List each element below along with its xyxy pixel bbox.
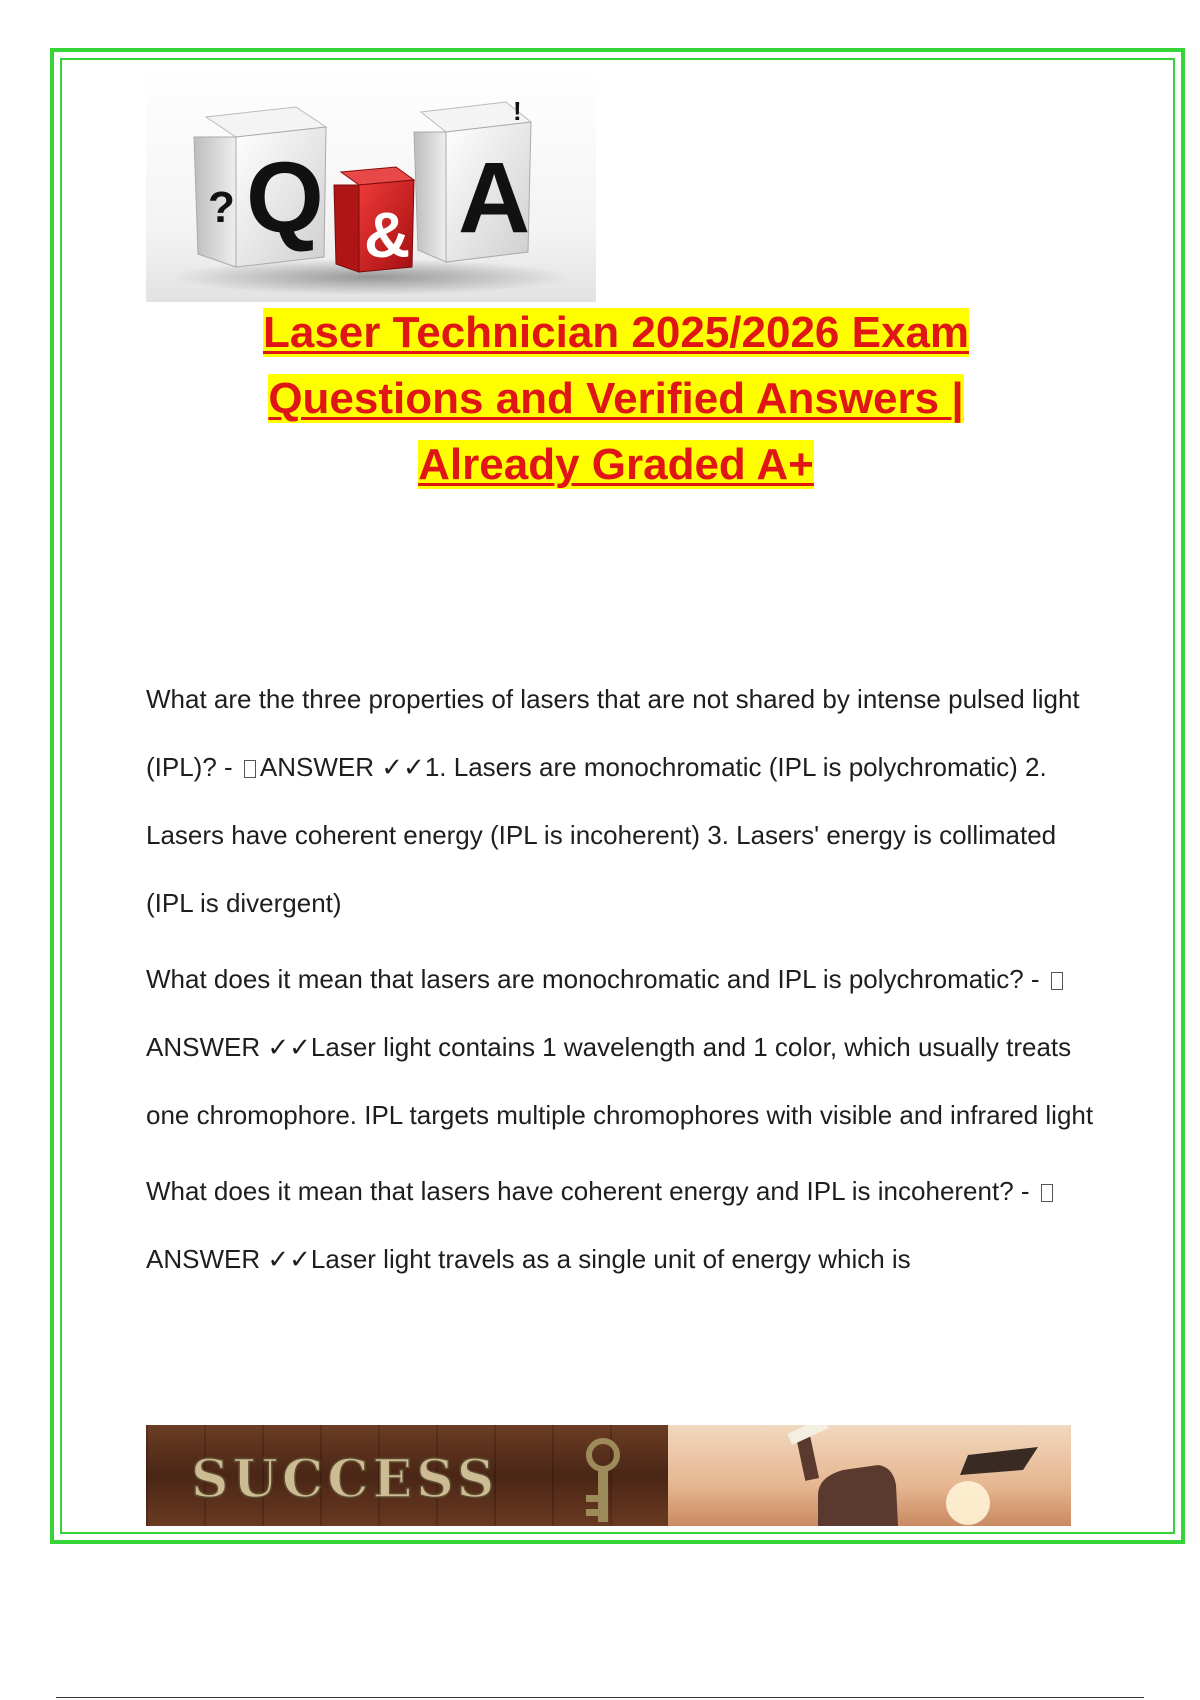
ampersand-die xyxy=(334,167,414,272)
a-letter: A xyxy=(458,142,531,254)
key-icon xyxy=(586,1441,617,1522)
q-die xyxy=(194,107,326,267)
answer-tag: ANSWER ✓✓ xyxy=(259,752,425,782)
graduate-photo xyxy=(668,1425,1071,1526)
footer-divider xyxy=(56,1697,1144,1698)
success-wood-panel xyxy=(146,1425,668,1526)
ampersand-letter: & xyxy=(364,199,411,271)
q-die-mark: ? xyxy=(208,183,235,232)
answer-text: Laser light contains 1 wavelength and 1 color, which usually treats one chromophore. IPL targets multiple chromophores with visible and infrared light xyxy=(146,1032,1094,1130)
qa-dice-logo xyxy=(146,72,596,302)
title-line-1: Laser Technician 2025/2026 Exam xyxy=(262,308,970,357)
title-line-3: Already Graded A+ xyxy=(418,440,814,489)
question-text: What does it mean that lasers have coherent energy and IPL is incoherent? - xyxy=(146,1176,1030,1206)
qa-list xyxy=(146,665,1096,1301)
q-letter: Q xyxy=(246,142,324,254)
a-die-mark: ! xyxy=(513,96,522,126)
missing-glyph-icon xyxy=(1051,972,1063,990)
question-text: What are the three properties of lasers that are not shared by intense pulsed light (IPL)? - xyxy=(146,684,1080,782)
document-title xyxy=(146,300,1086,498)
success-banner xyxy=(146,1425,1071,1526)
graduate-figure-icon xyxy=(787,1425,1038,1526)
answer-tag: ANSWER ✓✓ xyxy=(146,1244,311,1274)
a-die xyxy=(414,96,531,262)
answer-text: Laser light travels as a single unit of energy which is xyxy=(310,1244,911,1274)
missing-glyph-icon xyxy=(244,760,256,778)
qa-item xyxy=(146,665,1096,937)
qa-item xyxy=(146,945,1096,1149)
answer-tag: ANSWER ✓✓ xyxy=(146,1032,311,1062)
success-word: SUCCESS xyxy=(191,1449,499,1510)
qa-item xyxy=(146,1157,1096,1293)
answer-text: 1. Lasers are monochromatic (IPL is polychromatic) 2. Lasers have coherent energy (IPL is incoherent) 3. Lasers' energy is collimated (IPL is divergent) xyxy=(146,752,1057,918)
title-line-2: Questions and Verified Answers | xyxy=(268,374,964,423)
question-text: What does it mean that lasers are monochromatic and IPL is polychromatic? - xyxy=(146,964,1040,994)
missing-glyph-icon xyxy=(1041,1184,1053,1202)
